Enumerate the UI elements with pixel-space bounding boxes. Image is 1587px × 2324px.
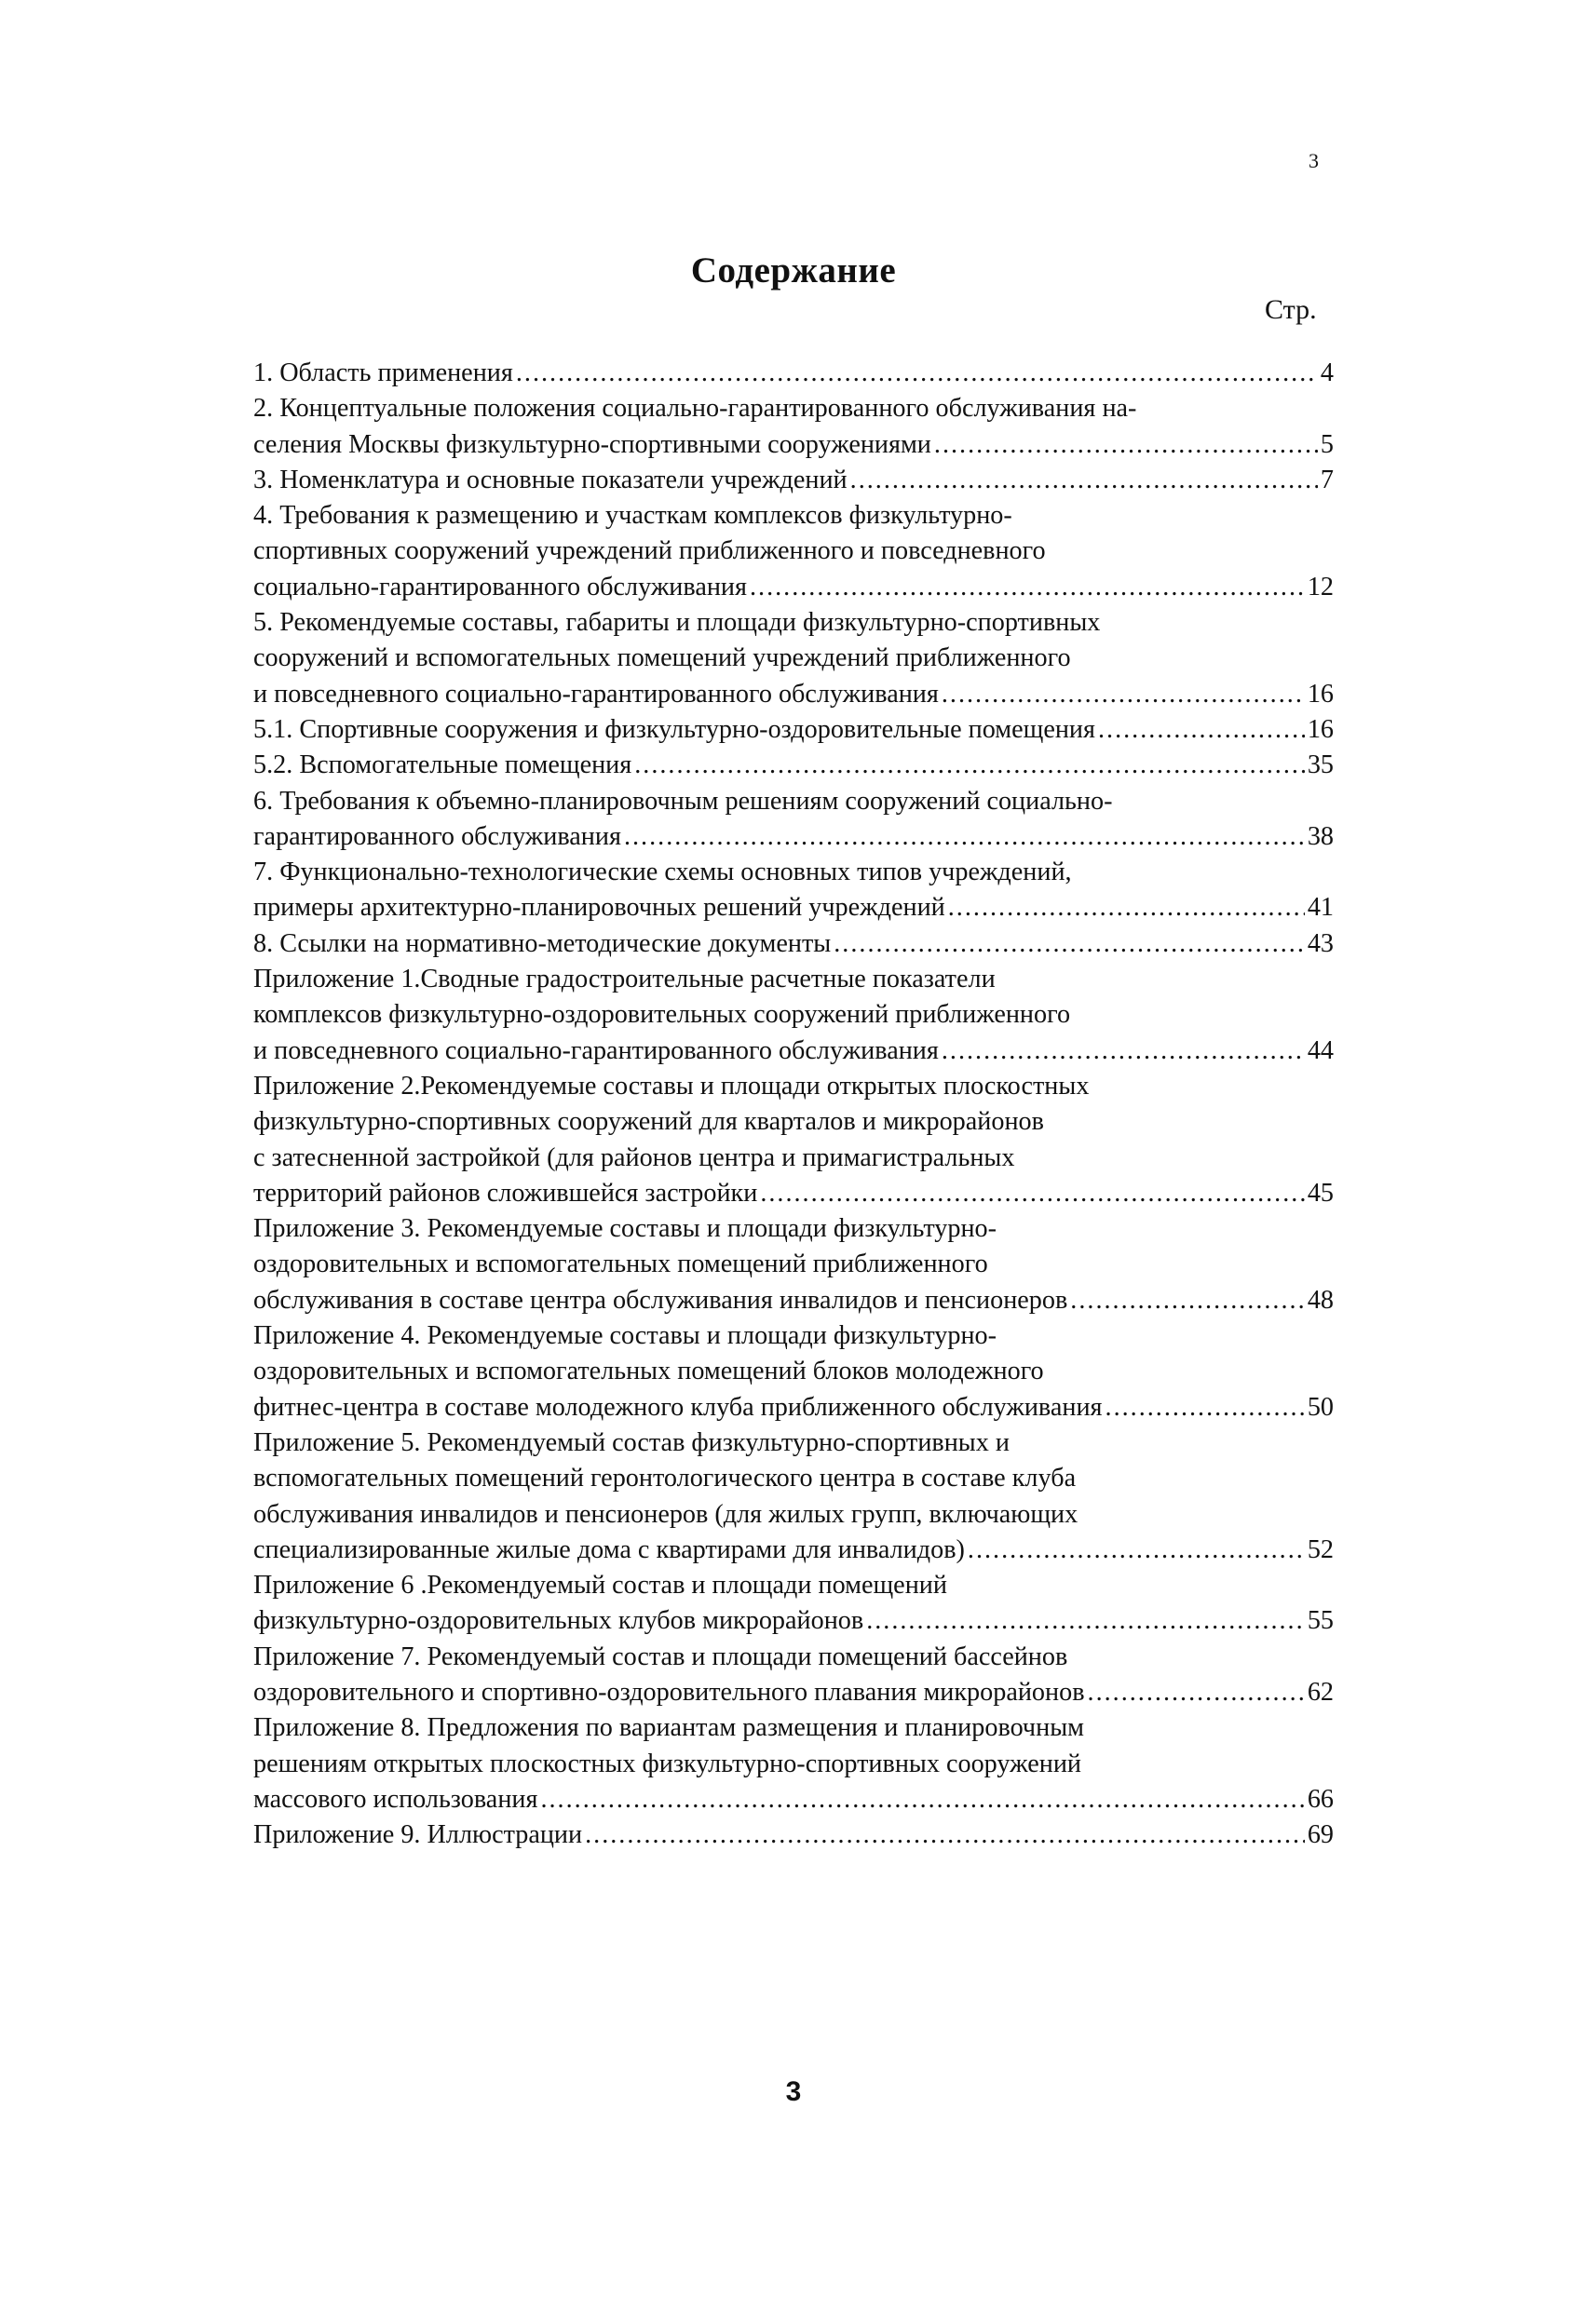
toc-entry-text: комплексов физкультурно-оздоровительных сооружений приближенного: [253, 1000, 1071, 1030]
toc-entry-line: [253, 997, 1334, 1033]
toc-entry-line: [253, 962, 1334, 997]
toc-entry-line: [253, 1318, 1334, 1354]
toc-entry-text: примеры архитектурно-планировочных решений учреждений: [253, 893, 945, 923]
toc-leader-dots: [866, 1603, 1305, 1639]
toc-entry-text: обслуживания в составе центра обслуживания инвалидов и пенсионеров: [253, 1285, 1068, 1315]
toc-entry: [253, 356, 1334, 391]
toc-entry-text: решениям открытых плоскостных физкультурно-спортивных сооружений: [253, 1749, 1081, 1778]
toc-entry-page: 16: [1307, 679, 1334, 709]
toc-entry-text: физкультурно-спортивных сооружений для кварталов и микрорайонов: [253, 1107, 1044, 1137]
toc-entry-text: оздоровительного и спортивно-оздоровительного плавания микрорайонов: [253, 1677, 1085, 1707]
toc-entry-line: [253, 1354, 1334, 1389]
toc-entry-line: [253, 1782, 1334, 1817]
toc-entry: [253, 1425, 1334, 1568]
toc-entry-text: и повседневного социально-гарантированного обслуживания: [253, 679, 939, 709]
toc-entry-page: 5: [1320, 429, 1334, 459]
toc-entry-page: 38: [1307, 821, 1334, 851]
toc-entry-line: [253, 1603, 1334, 1639]
toc-entry-line: [253, 391, 1334, 426]
toc-leader-dots: [1088, 1675, 1305, 1710]
toc-entry-text: фитнес-центра в составе молодежного клуба приближенного обслуживания: [253, 1392, 1103, 1422]
toc-entry-text: вспомогательных помещений геронтологического центра в составе клуба: [253, 1464, 1077, 1493]
toc-entry-line: [253, 498, 1334, 534]
toc-leader-dots: [624, 819, 1305, 855]
toc-entry: [253, 498, 1334, 605]
toc-entry-text: Приложение 3. Рекомендуемые составы и площади физкультурно-: [253, 1214, 997, 1244]
toc-leader-dots: [942, 1034, 1305, 1069]
toc-entry-line: [253, 1640, 1334, 1675]
toc-entry-text: Приложение 8. Предложения по вариантам размещения и планировочным: [253, 1713, 1084, 1743]
toc-entry-line: [253, 605, 1334, 641]
toc-leader-dots: [540, 1782, 1304, 1817]
toc-entry-text: территорий районов сложившейся застройки: [253, 1178, 758, 1208]
toc-entry-line: [253, 712, 1334, 748]
toc-entry-text: Приложение 6 .Рекомендуемый состав и площади помещений: [253, 1571, 947, 1601]
toc-entry-page: 4: [1320, 358, 1334, 387]
toc-leader-dots: [1070, 1283, 1305, 1318]
toc-entry-line: [253, 1283, 1334, 1318]
toc-entry-page: 12: [1307, 572, 1334, 601]
toc-entry-line: [253, 1390, 1334, 1425]
toc-entry-line: [253, 463, 1334, 498]
toc-entry-line: [253, 1568, 1334, 1603]
toc-entry-line: [253, 855, 1334, 890]
footer-page-number: 3: [785, 2076, 802, 2107]
toc-entry-line: [253, 1497, 1334, 1533]
toc-entry-text: 5.2. Вспомогательные помещения: [253, 750, 632, 780]
toc-entry: [253, 391, 1334, 463]
toc-entry-page: 41: [1307, 893, 1334, 923]
toc-entry-page: 50: [1307, 1392, 1334, 1422]
toc-entry-page: 43: [1307, 928, 1334, 958]
toc-entry-line: [253, 641, 1334, 676]
toc-entry-text: спортивных сооружений учреждений приближенного и повседневного: [253, 536, 1046, 566]
toc-entry: [253, 926, 1334, 962]
toc-entry-text: 1. Область применения: [253, 358, 513, 387]
toc-entry-text: 8. Ссылки на нормативно-методические документы: [253, 928, 832, 958]
toc-entry-text: обслуживания инвалидов и пенсионеров (для жилых групп, включающих: [253, 1499, 1078, 1529]
toc-entry: [253, 1069, 1334, 1211]
toc-entry-page: 45: [1307, 1178, 1334, 1208]
toc-entry-text: физкультурно-оздоровительных клубов микрорайонов: [253, 1606, 864, 1636]
toc-entry-text: Приложение 5. Рекомендуемый состав физкультурно-спортивных и: [253, 1427, 1010, 1457]
toc-entry-line: [253, 570, 1334, 605]
toc-entry-line: [253, 677, 1334, 712]
table-of-contents: [253, 356, 1334, 1853]
toc-entry-text: 5.1. Спортивные сооружения и физкультурно-оздоровительные помещения: [253, 714, 1095, 744]
toc-entry: [253, 1318, 1334, 1425]
toc-leader-dots: [968, 1533, 1305, 1568]
toc-entry-line: [253, 1069, 1334, 1104]
toc-leader-dots: [760, 1176, 1305, 1211]
toc-entry-text: 7. Функционально-технологические схемы основных типов учреждений,: [253, 858, 1072, 887]
toc-entry-text: Приложение 2.Рекомендуемые составы и площади открытых плоскостных: [253, 1071, 1090, 1101]
toc-entry-page: 16: [1307, 714, 1334, 744]
toc-leader-dots: [934, 427, 1318, 463]
toc-entry-page: 62: [1307, 1677, 1334, 1707]
toc-entry-text: социально-гарантированного обслуживания: [253, 572, 747, 601]
toc-entry-text: гарантированного обслуживания: [253, 821, 621, 851]
toc-leader-dots: [850, 463, 1318, 498]
toc-entry-page: 52: [1307, 1534, 1334, 1564]
toc-entry-line: [253, 1141, 1334, 1176]
toc-entry-page: 48: [1307, 1285, 1334, 1315]
toc-entry: [253, 855, 1334, 926]
toc-entry: [253, 748, 1334, 783]
toc-entry-line: [253, 926, 1334, 962]
toc-entry-text: селения Москвы физкультурно-спортивными сооружениями: [253, 429, 931, 459]
toc-entry-line: [253, 819, 1334, 855]
toc-leader-dots: [1098, 712, 1305, 748]
toc-entry-text: оздоровительных и вспомогательных помещений блоков молодежного: [253, 1357, 1044, 1386]
toc-leader-dots: [585, 1817, 1305, 1853]
toc-entry-line: [253, 356, 1334, 391]
toc-entry: [253, 712, 1334, 748]
header-page-number: 3: [1309, 149, 1319, 172]
toc-entry-line: [253, 1034, 1334, 1069]
toc-leader-dots: [942, 677, 1305, 712]
page-title: Содержание: [690, 250, 897, 290]
toc-entry-text: оздоровительных и вспомогательных помещений приближенного: [253, 1250, 988, 1279]
toc-entry-line: [253, 534, 1334, 569]
toc-entry-line: [253, 1747, 1334, 1782]
toc-entry-page: 66: [1307, 1784, 1334, 1814]
toc-entry-line: [253, 1533, 1334, 1568]
toc-entry-text: Приложение 7. Рекомендуемый состав и площади помещений бассейнов: [253, 1642, 1068, 1671]
toc-entry: [253, 1640, 1334, 1711]
toc-entry-line: [253, 1461, 1334, 1496]
page-column-label: Стр.: [1265, 294, 1317, 325]
toc-entry: [253, 784, 1334, 856]
toc-entry-text: сооружений и вспомогательных помещений учреждений приближенного: [253, 643, 1071, 673]
toc-entry-text: Приложение 9. Иллюстрации: [253, 1820, 583, 1850]
toc-entry-page: 69: [1307, 1820, 1334, 1850]
toc-entry: [253, 1211, 1334, 1318]
toc-leader-dots: [634, 748, 1305, 783]
toc-entry: [253, 605, 1334, 712]
toc-entry-page: 44: [1307, 1035, 1334, 1065]
toc-entry-text: 6. Требования к объемно-планировочным решениям сооружений социально-: [253, 786, 1113, 816]
toc-entry-line: [253, 1710, 1334, 1746]
toc-entry-line: [253, 890, 1334, 926]
toc-entry: [253, 463, 1334, 498]
toc-entry-text: и повседневного социально-гарантированного обслуживания: [253, 1035, 939, 1065]
toc-entry-text: массового использования: [253, 1784, 538, 1814]
toc-entry: [253, 1568, 1334, 1640]
toc-entry-text: с затесненной застройкой (для районов центра и примагистральных: [253, 1142, 1015, 1172]
toc-entry: [253, 1710, 1334, 1817]
toc-entry-text: 5. Рекомендуемые составы, габариты и площади физкультурно-спортивных: [253, 608, 1101, 638]
toc-entry-text: Приложение 1.Сводные градостроительные расчетные показатели: [253, 965, 996, 994]
toc-entry-line: [253, 1817, 1334, 1853]
toc-entry: [253, 1817, 1334, 1853]
toc-entry-text: 4. Требования к размещению и участкам комплексов физкультурно-: [253, 501, 1012, 531]
toc-entry-text: специализированные жилые дома с квартирами для инвалидов): [253, 1534, 965, 1564]
toc-entry-line: [253, 748, 1334, 783]
toc-entry: [253, 962, 1334, 1069]
toc-entry-line: [253, 1675, 1334, 1710]
toc-entry-page: 7: [1320, 465, 1334, 494]
toc-leader-dots: [1105, 1390, 1305, 1425]
toc-entry-line: [253, 1425, 1334, 1461]
toc-leader-dots: [948, 890, 1305, 926]
toc-entry-text: 2. Концептуальные положения социально-гарантированного обслуживания на-: [253, 394, 1137, 424]
toc-leader-dots: [516, 356, 1318, 391]
toc-entry-line: [253, 1211, 1334, 1247]
toc-leader-dots: [834, 926, 1305, 962]
toc-entry-line: [253, 1176, 1334, 1211]
toc-entry-page: 35: [1307, 750, 1334, 780]
toc-entry-line: [253, 784, 1334, 819]
toc-entry-line: [253, 427, 1334, 463]
toc-entry-text: 3. Номенклатура и основные показатели учреждений: [253, 465, 848, 494]
toc-leader-dots: [750, 570, 1305, 605]
toc-entry-text: Приложение 4. Рекомендуемые составы и площади физкультурно-: [253, 1321, 997, 1351]
toc-entry-line: [253, 1247, 1334, 1282]
toc-entry-line: [253, 1104, 1334, 1140]
toc-entry-page: 55: [1307, 1606, 1334, 1636]
